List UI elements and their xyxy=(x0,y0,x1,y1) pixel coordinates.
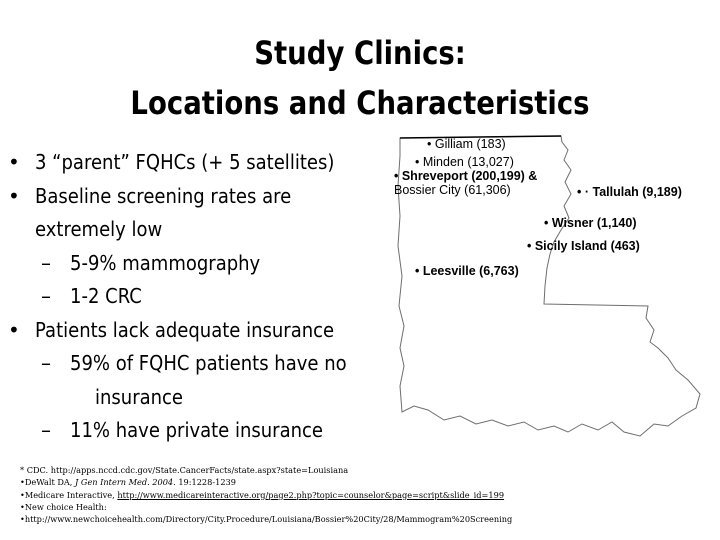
label-bossier-city: Bossier City (61,306) xyxy=(394,183,511,197)
label-wisner: • Wisner (1,140) xyxy=(544,216,637,230)
sub-bullet-private-insurance: – 11% have private insurance xyxy=(41,418,323,442)
reference-dewalt: •DeWalt DA, J Gen Intern Med. 2004. 19:1228-1239 xyxy=(20,477,236,488)
label-gilliam: • Gilliam (183) xyxy=(427,137,506,151)
label-tallulah: • · Tallulah (9,189) xyxy=(577,185,682,199)
label-sicily-island: • Sicily Island (463) xyxy=(527,239,640,253)
title-line-2: Locations and Characteristics xyxy=(130,84,590,122)
bullet-screening-rates: • Baseline screening rates are xyxy=(8,180,388,214)
sub-bullet-no-insurance-cont: insurance xyxy=(95,384,184,409)
reference-newchoice-url: •http://www.newchoicehealth.com/Directory/City.Procedure/Louisiana/Bossier%20City/28/Mammogram%20Screening xyxy=(20,514,513,525)
sub-bullet-mammography: – 5-9% mammography xyxy=(41,250,261,275)
bullet-list xyxy=(8,146,388,448)
label-leesville: • Leesville (6,763) xyxy=(415,264,519,278)
reference-medicare: •Medicare Interactive, http://www.medicareinteractive.org/page2.php?topic=counselor&page=script&slide_id=199 xyxy=(20,489,505,500)
label-shreveport: • Shreveport (200,199) & xyxy=(394,169,538,183)
bullet-fqhcs: • 3 “parent” FQHCs (+ 5 satellites) xyxy=(8,146,388,180)
bullet-insurance: • Patients lack adequate insurance xyxy=(8,314,388,348)
title-line-1: Study Clinics: xyxy=(254,34,466,72)
slide-title xyxy=(50,28,669,128)
label-minden: • Minden (13,027) xyxy=(415,155,514,169)
medicare-link[interactable]: http://www.medicareinteractive.org/page2.php?topic=counselor&page=script&slide_id=199 xyxy=(117,489,505,500)
sub-bullet-no-insurance: – 59% of FQHC patients have no xyxy=(41,351,347,375)
reference-cdc: * CDC. http://apps.nccd.cdc.gov/State.CancerFacts/state.aspx?state=Louisiana xyxy=(20,465,349,475)
reference-newchoice: •New choice Health: xyxy=(20,501,107,512)
bullet-screening-rates-cont: extremely low xyxy=(35,217,163,241)
references xyxy=(20,464,720,525)
louisiana-map xyxy=(378,126,718,456)
sub-bullet-crc: – 1-2 CRC xyxy=(41,284,142,308)
